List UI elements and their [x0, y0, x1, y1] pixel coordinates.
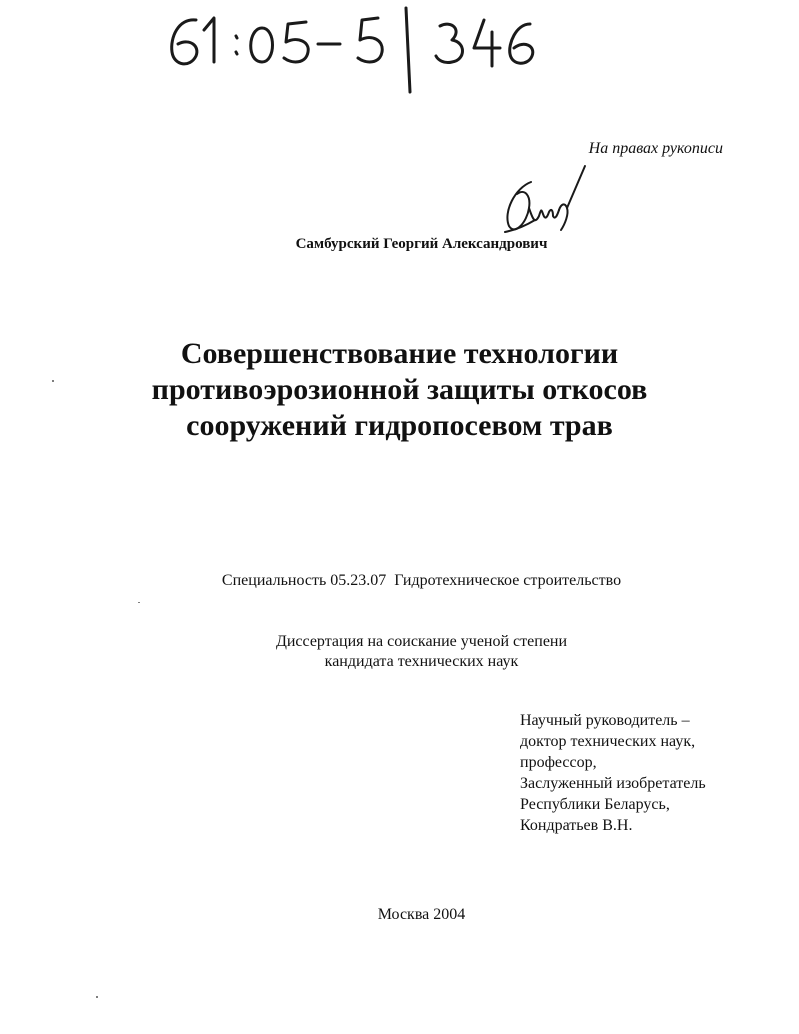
supervisor-block [520, 710, 706, 836]
city-year: Москва 2004 [377, 906, 466, 923]
supervisor-line: Научный руководитель – [520, 712, 690, 729]
supervisor-line: Заслуженный изобретатель [520, 775, 706, 792]
supervisor-line: профессор, [520, 754, 597, 771]
author-name: Самбурский Георгий Александрович [295, 236, 548, 252]
rights-note: На правах рукописи [588, 140, 723, 157]
title-line: Совершенствование технологии [180, 337, 619, 370]
degree-statement [0, 632, 799, 672]
specialty: Специальность 05.23.07 Гидротехническое строительство [221, 572, 622, 589]
title-line: сооружений гидропосевом трав [186, 409, 613, 442]
scan-speck [52, 380, 54, 382]
supervisor-line: Республики Беларусь, [520, 796, 670, 813]
title-line: противоэрозионной защиты откосов [151, 373, 648, 406]
supervisor-line: доктор технических наук, [520, 733, 696, 750]
degree-line: кандидата технических наук [324, 653, 519, 670]
dissertation-title [0, 336, 799, 444]
author-signature [495, 160, 595, 245]
supervisor-line: Кондратьев В.Н. [520, 817, 633, 834]
degree-line: Диссертация на соискание ученой степени [275, 633, 568, 650]
scan-speck [138, 602, 140, 603]
handwritten-archive-code [0, 0, 560, 100]
scan-speck [96, 996, 98, 998]
